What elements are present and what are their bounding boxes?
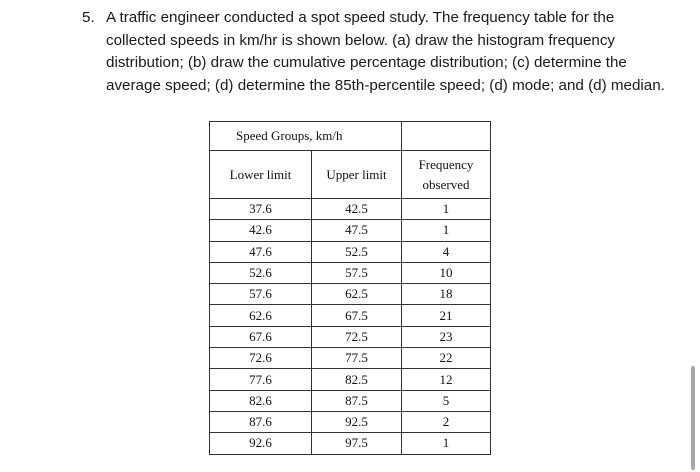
upper-limit-cell: 42.5 bbox=[312, 199, 402, 220]
frequency-cell: 10 bbox=[402, 262, 491, 283]
table-column-header-row bbox=[210, 151, 491, 199]
question-text: A traffic engineer conducted a spot speed study. The frequency table for the collected speeds in km/hr is shown below. (a) draw the histogram frequency distribution; (b) draw the cumulative percentage distribution; (c) determine the average speed; (d) determine the 85th-percentile speed; (d) mode; and (d) median. bbox=[106, 9, 665, 94]
frequency-cell: 4 bbox=[402, 241, 491, 262]
lower-limit-cell: 87.6 bbox=[210, 411, 312, 432]
upper-limit-cell: 97.5 bbox=[312, 433, 402, 454]
frequency-cell: 21 bbox=[402, 305, 491, 326]
lower-limit-cell: 47.6 bbox=[210, 241, 312, 262]
upper-limit-cell: 82.5 bbox=[312, 369, 402, 390]
table-row bbox=[210, 262, 491, 283]
frequency-cell: 1 bbox=[402, 199, 491, 220]
lower-limit-cell: 92.6 bbox=[210, 433, 312, 454]
frequency-header-line2: observed bbox=[422, 176, 470, 192]
table-row bbox=[210, 199, 491, 220]
frequency-cell: 1 bbox=[402, 433, 491, 454]
lower-limit-cell: 67.6 bbox=[210, 326, 312, 347]
frequency-cell: 5 bbox=[402, 390, 491, 411]
upper-limit-cell: 47.5 bbox=[312, 220, 402, 241]
lower-limit-cell: 72.6 bbox=[210, 348, 312, 369]
frequency-header bbox=[402, 151, 491, 199]
frequency-header-line1: Frequency bbox=[418, 156, 474, 172]
table-row bbox=[210, 220, 491, 241]
lower-limit-cell: 77.6 bbox=[210, 369, 312, 390]
upper-limit-cell: 92.5 bbox=[312, 411, 402, 432]
upper-limit-cell: 57.5 bbox=[312, 262, 402, 283]
table-row bbox=[210, 305, 491, 326]
question-block bbox=[82, 7, 672, 97]
table-row bbox=[210, 241, 491, 262]
speed-groups-header: Speed Groups, km/h bbox=[210, 122, 402, 151]
lower-limit-cell: 37.6 bbox=[210, 199, 312, 220]
upper-limit-cell: 87.5 bbox=[312, 390, 402, 411]
table-row bbox=[210, 390, 491, 411]
lower-limit-cell: 42.6 bbox=[210, 220, 312, 241]
frequency-cell: 2 bbox=[402, 411, 491, 432]
lower-limit-header: Lower limit bbox=[210, 151, 312, 199]
lower-limit-cell: 82.6 bbox=[210, 390, 312, 411]
table-row bbox=[210, 348, 491, 369]
upper-limit-header: Upper limit bbox=[312, 151, 402, 199]
frequency-cell: 1 bbox=[402, 220, 491, 241]
lower-limit-cell: 52.6 bbox=[210, 262, 312, 283]
upper-limit-cell: 52.5 bbox=[312, 241, 402, 262]
empty-header-cell bbox=[402, 122, 491, 151]
lower-limit-cell: 62.6 bbox=[210, 305, 312, 326]
frequency-cell: 23 bbox=[402, 326, 491, 347]
vertical-scrollbar[interactable] bbox=[691, 366, 695, 470]
lower-limit-cell: 57.6 bbox=[210, 284, 312, 305]
table-group-header-row bbox=[210, 122, 491, 151]
upper-limit-cell: 62.5 bbox=[312, 284, 402, 305]
upper-limit-cell: 67.5 bbox=[312, 305, 402, 326]
table-row bbox=[210, 326, 491, 347]
upper-limit-cell: 72.5 bbox=[312, 326, 402, 347]
table-row bbox=[210, 411, 491, 432]
frequency-cell: 18 bbox=[402, 284, 491, 305]
table-row bbox=[210, 284, 491, 305]
frequency-cell: 12 bbox=[402, 369, 491, 390]
frequency-cell: 22 bbox=[402, 348, 491, 369]
upper-limit-cell: 77.5 bbox=[312, 348, 402, 369]
table-row bbox=[210, 369, 491, 390]
table-row bbox=[210, 433, 491, 454]
question-number: 5. bbox=[82, 9, 95, 26]
speed-frequency-table bbox=[209, 121, 491, 455]
